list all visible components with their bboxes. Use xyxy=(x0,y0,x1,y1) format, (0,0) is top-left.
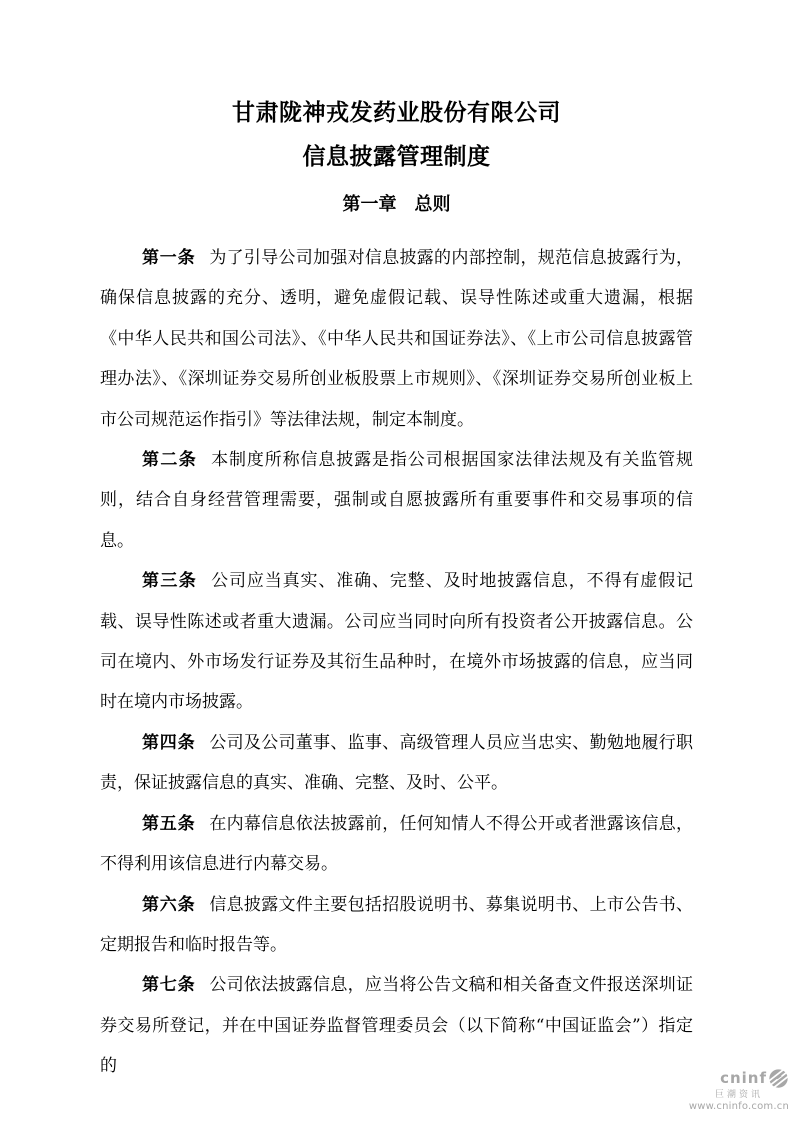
article-number: 第五条 xyxy=(142,813,196,834)
article-number: 第六条 xyxy=(142,894,196,915)
article-paragraph xyxy=(100,238,693,440)
article-paragraph xyxy=(100,723,693,804)
article-paragraph xyxy=(100,965,693,1086)
cninfo-url: www.cninfo.com.cn xyxy=(688,1101,789,1112)
article-text: 信息披露文件主要包括招股说明书、募集说明书、上市公告书、定期报告和临时报告等。 xyxy=(100,894,694,955)
article-text: 公司及公司董事、监事、高级管理人员应当忠实、勤勉地履行职责，保证披露信息的真实、准确、完整、及时、公平。 xyxy=(100,732,694,794)
article-paragraph xyxy=(100,804,693,885)
document-body xyxy=(100,238,693,1087)
cninfo-brand-chinese: 巨潮资讯 xyxy=(714,1090,763,1100)
article-number: 第一条 xyxy=(142,248,196,268)
article-number: 第三条 xyxy=(142,571,198,592)
article-number: 第七条 xyxy=(142,975,196,996)
chapter-heading: 第一章 总则 xyxy=(342,194,451,215)
article-text: 公司应当真实、准确、完整、及时地披露信息，不得有虚假记载、误导性陈述或者重大遗漏。公司应当同时向所有投资者公开披露信息。公司在境内、外市场发行证券及其衍生品种时，在境外市场披露的信息，应当同时在境内市场披露。 xyxy=(100,571,694,713)
article-number: 第四条 xyxy=(142,732,196,753)
article-paragraph xyxy=(100,561,693,723)
cninfo-brand-row xyxy=(689,1068,789,1089)
cninfo-watermark xyxy=(689,1068,789,1112)
article-text: 本制度所称信息披露是指公司根据国家法律法规及有关监管规则，结合自身经营管理需要，强制或自愿披露所有重要事件和交易事项的信息。 xyxy=(100,450,694,551)
document-title: 信息披露管理制度 xyxy=(302,143,491,170)
company-title: 甘肃陇神戎发药业股份有限公司 xyxy=(232,99,561,126)
article-text: 公司依法披露信息，应当将公告文稿和相关备查文件报送深圳证券交易所登记，并在中国证券监督管理委员会（以下简称“中国证监会”）指定的 xyxy=(100,975,694,1077)
article-paragraph xyxy=(100,885,693,966)
article-text: 在内幕信息依法披露前，任何知情人不得公开或者泄露该信息，不得利用该信息进行内幕交易。 xyxy=(100,813,694,875)
article-paragraph xyxy=(100,440,693,561)
cninfo-globe-icon xyxy=(768,1068,789,1089)
cninfo-brand-text: cninf xyxy=(720,1069,767,1087)
article-number: 第二条 xyxy=(142,450,198,471)
article-text: 为了引导公司加强对信息披露的内部控制，规范信息披露行为，确保信息披露的充分、透明，避免虚假记载、误导性陈述或重大遗漏，根据《中华人民共和国公司法》、《中华人民共和国证券法》、《上市公司信息披露管理办法》、《深圳证券交易所创业板股票上市规则》、《深圳证券交易所创业板上市公司规范运作指引》等法律法规，制定本制度。 xyxy=(100,248,694,430)
